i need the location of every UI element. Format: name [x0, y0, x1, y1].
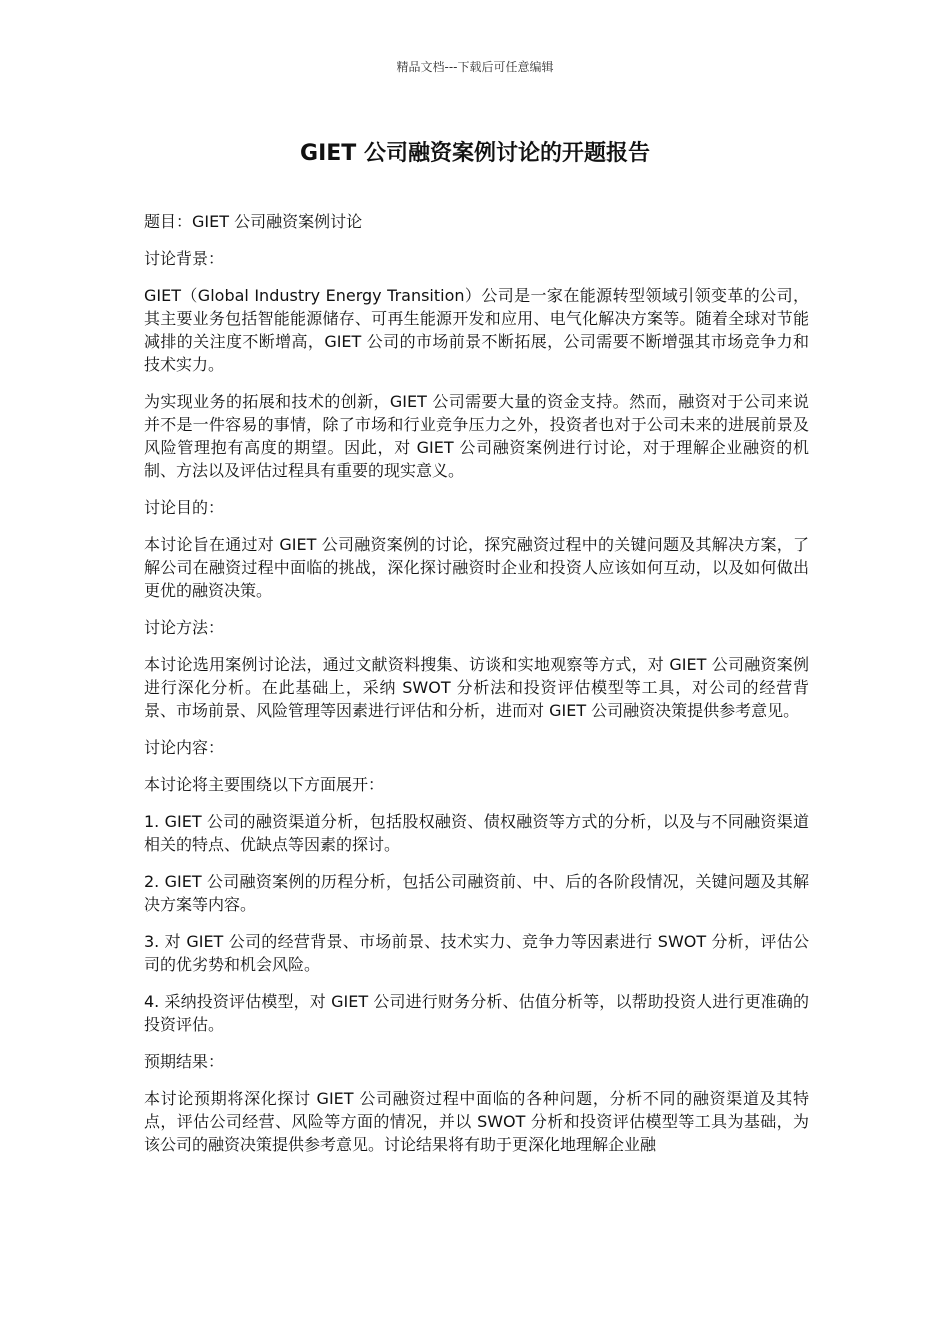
document-body	[144, 210, 809, 1170]
paragraph-method: 本讨论选用案例讨论法，通过文献资料搜集、访谈和实地观察等方式，对 GIET 公司融资案例进行深化分析。在此基础上，采纳 SWOT 分析法和投资评估模型等工具，对公司的经营背景、市场前景、风险管理等因素进行评估和分析，进而对 GIET 公司融资决策提供参考意见。	[144, 655, 809, 720]
paragraph-background-2: 为实现业务的拓展和技术的创新，GIET 公司需要大量的资金支持。然而，融资对于公司来说并不是一件容易的事情，除了市场和行业竞争压力之外，投资者也对于公司未来的进展前景及风险管理抱有高度的期望。因此，对 GIET 公司融资案例进行讨论，对于理解企业融资的机制、方法以及评估过程具有重要的现实意义。	[144, 392, 809, 480]
list-item-3: 3. 对 GIET 公司的经营背景、市场前景、技术实力、竞争力等因素进行 SWOT 分析，评估公司的优劣势和机会风险。	[144, 932, 809, 974]
list-item-2: 2. GIET 公司融资案例的历程分析，包括公司融资前、中、后的各阶段情况，关键问题及其解决方案等内容。	[144, 872, 809, 914]
heading-method: 讨论方法：	[144, 618, 225, 637]
heading-content: 讨论内容：	[144, 738, 225, 757]
paragraph-background-1: GIET（Global Industry Energy Transition）公司是一家在能源转型领域引领变革的公司，其主要业务包括智能能源储存、可再生能源开发和应用、电气化解决方案等。随着全球对节能减排的关注度不断增高，GIET 公司的市场前景不断拓展，公司需要不断增强其市场竞争力和技术实力。	[144, 286, 809, 374]
heading-background: 讨论背景：	[144, 249, 225, 268]
paragraph-content-intro: 本讨论将主要围绕以下方面展开：	[144, 775, 385, 794]
paragraph-topic: 题目：GIET 公司融资案例讨论	[144, 212, 363, 231]
paragraph-expected-results: 本讨论预期将深化探讨 GIET 公司融资过程中面临的各种问题，分析不同的融资渠道及其特点，评估公司经营、风险等方面的情况，并以 SWOT 分析和投资评估模型等工具为基础，为该公司的融资决策提供参考意见。讨论结果将有助于更深化地理解企业融	[144, 1089, 809, 1154]
list-item-1: 1. GIET 公司的融资渠道分析，包括股权融资、债权融资等方式的分析，以及与不同融资渠道相关的特点、优缺点等因素的探讨。	[144, 812, 809, 854]
list-item-4: 4. 采纳投资评估模型，对 GIET 公司进行财务分析、估值分析等，以帮助投资人进行更准确的投资评估。	[144, 992, 809, 1034]
heading-expected-results: 预期结果：	[144, 1052, 225, 1071]
document-title: GIET 公司融资案例讨论的开题报告	[300, 141, 650, 166]
page-header-note: 精品文档---下载后可任意编辑	[396, 60, 554, 74]
paragraph-purpose: 本讨论旨在通过对 GIET 公司融资案例的讨论，探究融资过程中的关键问题及其解决方案，了解公司在融资过程中面临的挑战，深化探讨融资时企业和投资人应该如何互动，以及如何做出更优的融资决策。	[144, 535, 809, 600]
heading-purpose: 讨论目的：	[144, 498, 225, 517]
